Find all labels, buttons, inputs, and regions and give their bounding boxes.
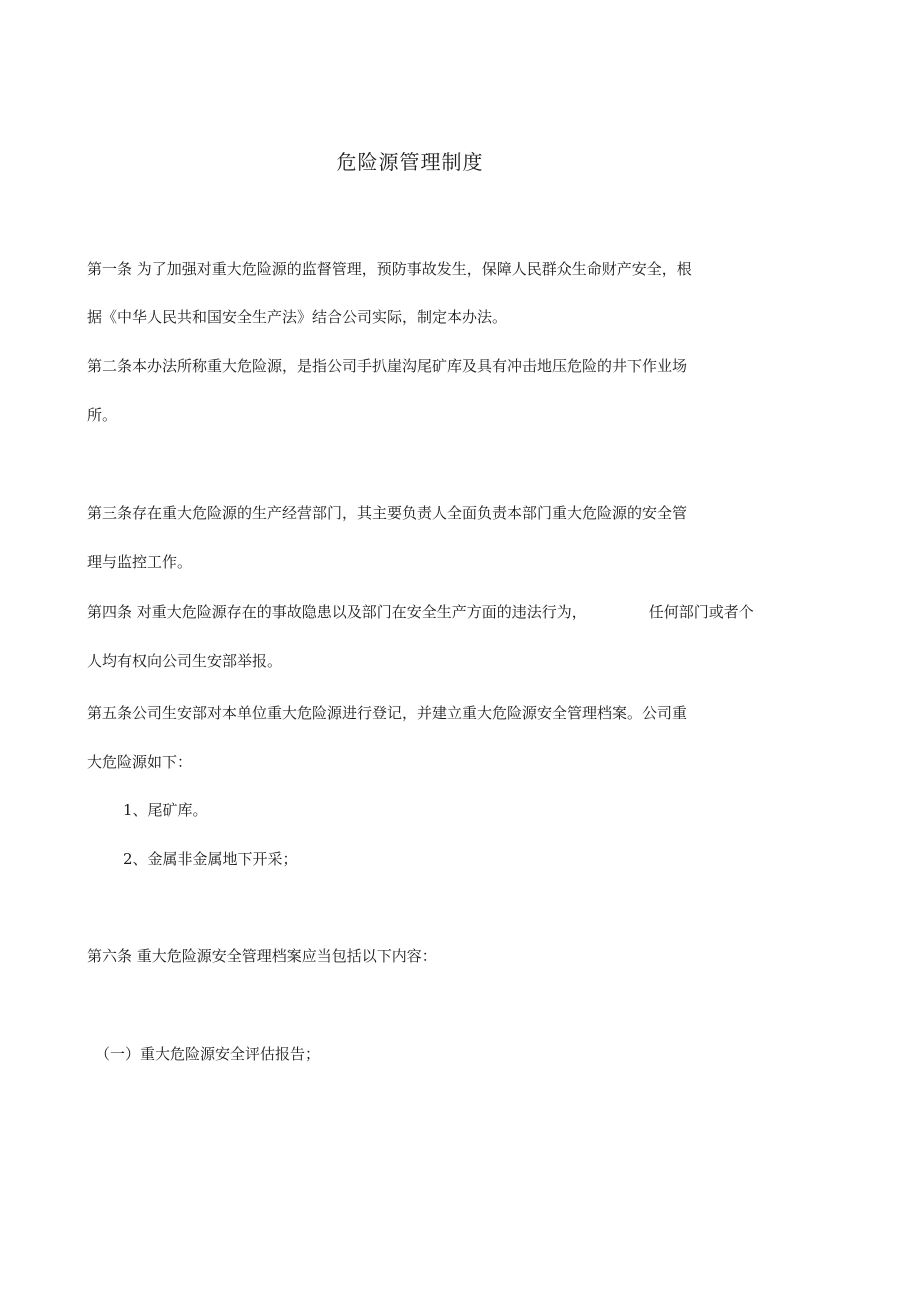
article-6-line-1: 第六条 重大危险源安全管理档案应当包括以下内容： bbox=[87, 947, 437, 965]
article-2-line-2: 所。 bbox=[87, 406, 118, 424]
article-3-line-2: 理与监控工作。 bbox=[87, 553, 193, 571]
article-5-line-2: 大危险源如下： bbox=[87, 753, 193, 771]
article-4-line-1 bbox=[87, 601, 754, 623]
sub-item-1: （一）重大危险源安全评估报告； bbox=[95, 1045, 321, 1063]
list-item-1: 1、尾矿库。 bbox=[123, 801, 208, 819]
article-4-line-1-part-b: 任何部门或者个 bbox=[648, 603, 754, 621]
article-3-line-1: 第三条存在重大危险源的生产经营部门，其主要负责人全面负责本部门重大危险源的安全管 bbox=[87, 504, 688, 522]
list-item-2: 2、金属非金属地下开采； bbox=[123, 850, 298, 868]
article-2-line-1: 第二条本办法所称重大危险源，是指公司手扒崖沟尾矿库及具有冲击地压危险的井下作业场 bbox=[87, 357, 688, 375]
article-4-line-2: 人均有权向公司生安部举报。 bbox=[87, 652, 283, 670]
article-4-line-1-part-a: 第四条 对重大危险源存在的事故隐患以及部门在安全生产方面的违法行为， bbox=[87, 603, 587, 621]
document-title: 危险源管理制度 bbox=[336, 150, 484, 174]
article-1-line-2: 据《中华人民共和国安全生产法》结合公司实际，制定本办法。 bbox=[87, 308, 508, 326]
article-5-line-1: 第五条公司生安部对本单位重大危险源进行登记，并建立重大危险源安全管理档案。公司重 bbox=[87, 704, 688, 722]
article-1-line-1: 第一条 为了加强对重大危险源的监督管理，预防事故发生，保障人民群众生命财产安全，根 bbox=[87, 260, 692, 278]
